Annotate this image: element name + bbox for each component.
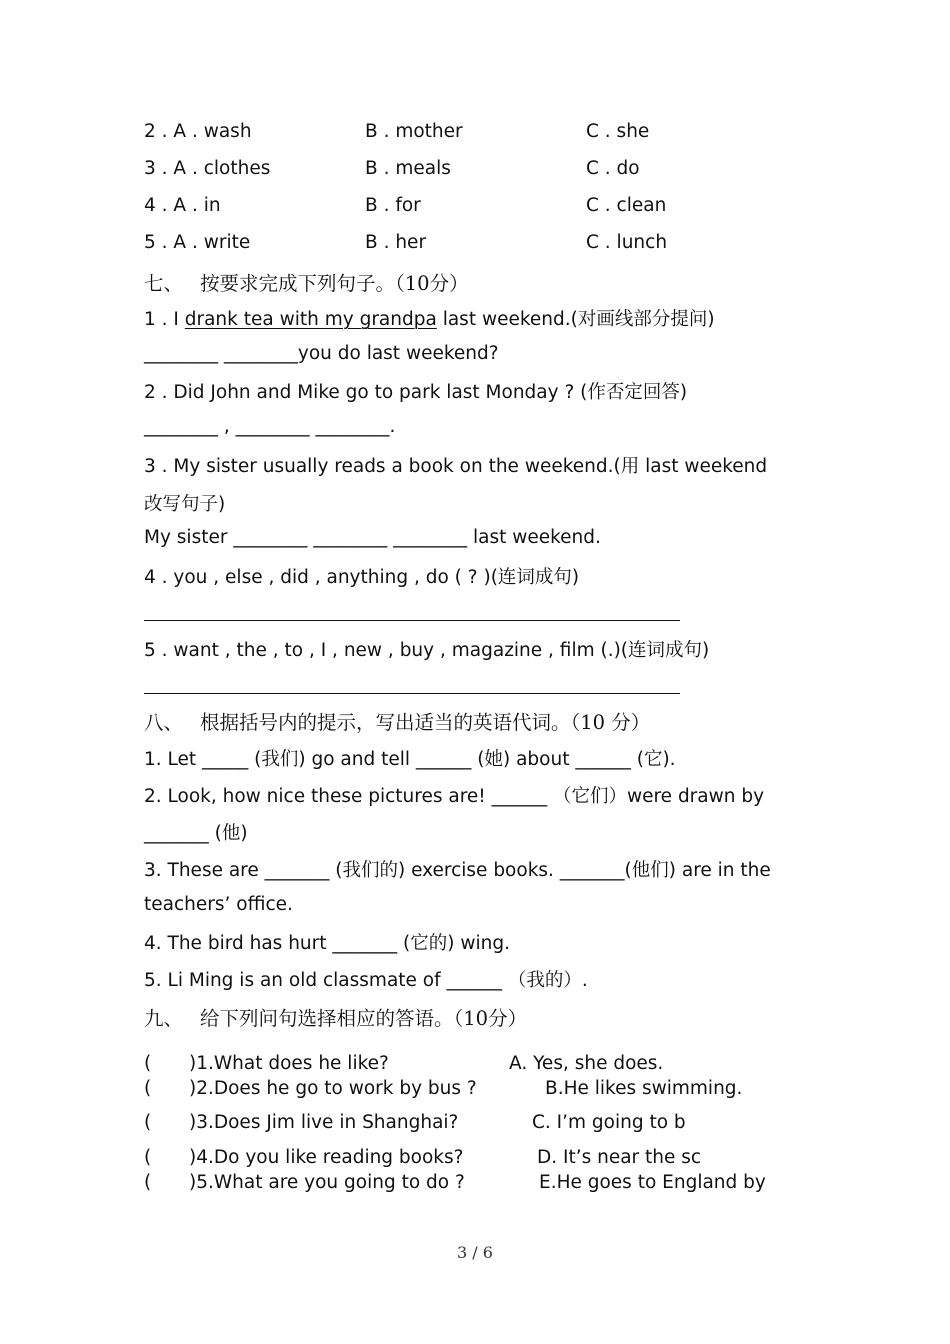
section-7-number: 七、 xyxy=(144,272,184,295)
mc-row-2-option-c: C . she xyxy=(586,121,650,142)
s9-q4-paren: ( xyxy=(144,1147,152,1168)
section-8-title: 根据括号内的提示，写出适当的英语代词。（10 分） xyxy=(200,711,651,734)
s7-q3-answer: My sister ________ ________ ________ last weekend. xyxy=(144,527,601,548)
s9-q5-paren: ( xyxy=(144,1172,152,1193)
s9-answer-e: E.He goes to England by xyxy=(539,1172,766,1193)
mc-row-5-option-a: 5 . A . write xyxy=(144,232,251,253)
section-8-heading xyxy=(144,707,650,735)
mc-row-4-option-a: 4 . A . in xyxy=(144,195,221,216)
s7-q2-text: 2 . Did John and Mike go to park last Monday ? (作否定回答) xyxy=(144,382,688,403)
s7-q1-text xyxy=(144,305,715,331)
s9-q2-paren: ( xyxy=(144,1078,152,1099)
s7-q4-answer-line xyxy=(144,620,680,621)
mc-row-2-option-b: B . mother xyxy=(365,121,463,142)
mc-row-2-option-a: 2 . A . wash xyxy=(144,121,252,142)
s9-answer-a: A. Yes, she does. xyxy=(509,1053,664,1074)
mc-row-5-option-b: B . her xyxy=(365,232,427,253)
s8-line-3-cont: teachers’ office. xyxy=(144,894,293,915)
s8-line-3: 3. These are _______ (我们的) exercise books. _______(他们) are in the xyxy=(144,860,771,881)
s7-q4-text: 4 . you , else , did , anything , do ( ? )(连词成句) xyxy=(144,567,580,588)
s9-q1-paren: ( xyxy=(144,1053,152,1074)
s9-q3-paren: ( xyxy=(144,1112,152,1133)
section-7-title: 按要求完成下列句子。（10分） xyxy=(200,272,469,295)
s9-q1-text: )1.What does he like? xyxy=(189,1053,389,1074)
s7-q1-underlined: drank tea with my grandpa xyxy=(184,309,437,330)
section-7-heading xyxy=(144,268,469,296)
mc-row-4-option-c: C . clean xyxy=(586,195,667,216)
s8-line-4: 4. The bird has hurt _______ (它的) wing. xyxy=(144,933,510,954)
mc-row-3-option-a: 3 . A . clothes xyxy=(144,158,271,179)
s8-line-1: 1. Let _____ (我们) go and tell ______ (她) about ______ (它). xyxy=(144,749,676,770)
s7-q3-text-line1: 3 . My sister usually reads a book on the weekend.(用 last weekend xyxy=(144,456,768,477)
s8-line-5: 5. Li Ming is an old classmate of ______ （我的）. xyxy=(144,970,588,991)
mc-row-3-option-c: C . do xyxy=(586,158,640,179)
page-number: 3 / 6 xyxy=(457,1243,493,1262)
section-9-title: 给下列问句选择相应的答语。（10分） xyxy=(200,1007,528,1030)
s9-q4-text: )4.Do you like reading books? xyxy=(189,1147,464,1168)
section-9-heading xyxy=(144,1003,527,1031)
s7-q1-post: last weekend.(对画线部分提问) xyxy=(436,309,715,330)
s7-q2-answer: ________ , ________ ________. xyxy=(144,416,396,437)
s8-line-2: 2. Look, how nice these pictures are! ______ （它们）were drawn by xyxy=(144,786,765,807)
s9-q3-text: )3.Does Jim live in Shanghai? xyxy=(189,1112,459,1133)
mc-row-5-option-c: C . lunch xyxy=(586,232,668,253)
s7-q3-text-line2: 改写句子) xyxy=(144,494,226,515)
mc-row-4-option-b: B . for xyxy=(365,195,421,216)
s9-q2-text: )2.Does he go to work by bus ? xyxy=(189,1078,477,1099)
s9-answer-d: D. It’s near the sc xyxy=(537,1147,702,1168)
s9-answer-b: B.He likes swimming. xyxy=(545,1078,743,1099)
s8-line-2-cont: _______ (他) xyxy=(144,823,248,844)
s7-q5-answer-line xyxy=(144,693,680,694)
s7-q5-text: 5 . want , the , to , I , new , buy , magazine , film (.)(连词成句) xyxy=(144,640,710,661)
s7-q1-answer: ________ ________you do last weekend? xyxy=(144,343,499,364)
s9-answer-c: C. I’m going to b xyxy=(532,1112,686,1133)
section-8-number: 八、 xyxy=(144,711,184,734)
s9-q5-text: )5.What are you going to do ? xyxy=(189,1172,465,1193)
section-9-number: 九、 xyxy=(144,1007,184,1030)
mc-row-3-option-b: B . meals xyxy=(365,158,451,179)
s7-q1-pre: 1 . I xyxy=(144,309,185,330)
